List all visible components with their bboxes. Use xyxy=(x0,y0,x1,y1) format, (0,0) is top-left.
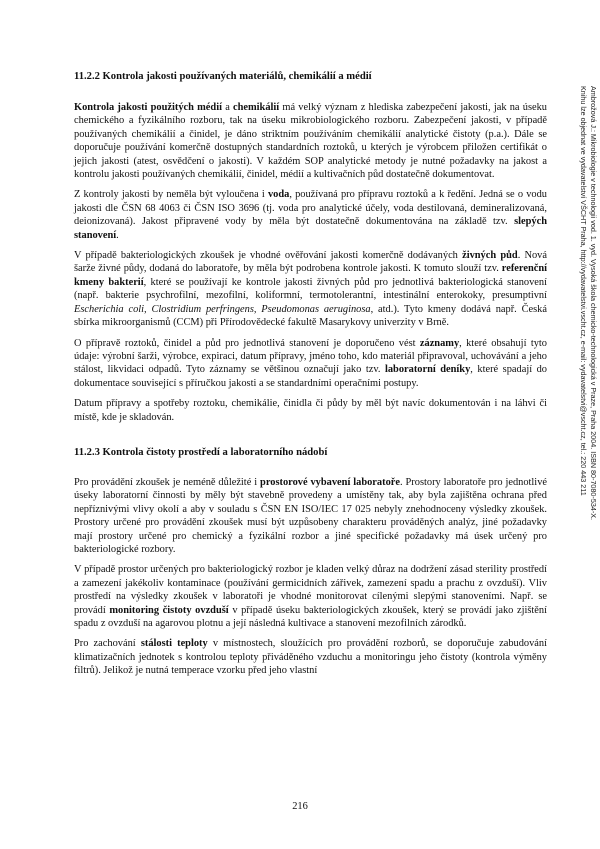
text-run: O přípravě roztoků, činidel a půd pro jednotlivá stanovení je doporučeno vést xyxy=(74,337,420,349)
bold-term: živných půd xyxy=(462,250,518,262)
bold-term: laboratorní deníky xyxy=(384,364,471,376)
citation-rotated-text xyxy=(579,86,598,631)
text-run: , které obsahují tyto údaje: výrobní šarži, výrobce, expiraci, datum přípravy, jméno toho, kdo materiál připravoval, uchovávání a jeho stálost, likvidaci odpadů. Tyto záznamy se většinou označují jako tzv. xyxy=(74,337,547,376)
text-run: . Prostory laboratoře pro jednotlivé úseky laboratorní činnosti by měly být stavebně provedeny a umístěny tak, aby byla zajištěna ochrana před nepříznivými vlivy okolí a aby v souladu s ČSN EN ISO/IEC 17 025 nebyly znehodnoceny výsledky zkoušek. Prostory určené pro provádění zkoušek musí být uzpůsobeny charakteru prováděných analýz, jiné požadavky mají prostory určené pro chemický a fyzikální rozbor a jiné specifické požadavky má úsek určený pro bakteriologické rozbory. xyxy=(74,476,548,555)
bold-term: Kontrola jakosti použitých médií xyxy=(74,102,222,113)
text-run: Pro zachování xyxy=(74,638,141,650)
paragraph xyxy=(74,637,547,677)
text-run: a xyxy=(221,102,234,113)
text-run: , které se používají ke kontrole jakosti živných půd pro jednotlivá bakteriologická stanovení (např. bakterie psychrofilní, mezofilní, koliformní, termotolerantní, intestinální enterokoky, presumptivní xyxy=(74,276,547,302)
paragraph: Datum přípravy a spotřeby roztoku, chemikálie, činidla či půdy by měl být navíc dokumentován i na láhvi či místě, kde je skladován. xyxy=(74,398,547,423)
text-run: , používaná pro přípravu roztoků a k ředění. Jedná se o vodu jakosti dle ČSN 68 4063 či ČSN ISO 3696 (tj. voda pro analytické účely, voda destilovaná, demineralizovaná, deionizovaná). Jakost připravené vody by měla být dostatečně dokumentována na základě tzv. xyxy=(74,189,547,228)
text-run: Pro provádění zkoušek je neméně důležité i xyxy=(74,476,261,488)
paragraph xyxy=(74,249,547,329)
bold-term: referenční kmeny bakterií xyxy=(74,263,547,288)
text-run: V případě bakteriologických zkoušek je vhodné ověřování jakosti komerčně dodávaných xyxy=(74,250,463,262)
main-content xyxy=(74,70,547,685)
bold-term: záznamy xyxy=(419,337,460,349)
bold-term: slepých stanovení xyxy=(74,216,547,241)
citation-line: Knihu lze objednat ve vydavatelství VŠCHT Praha, http://vydavatelstvi.vscht.cz, e-mail: vydavatelstvi@vscht.cz, tel.: 220 443 211 xyxy=(579,86,589,496)
paragraph xyxy=(74,188,547,242)
text-run: , které spadají do dokumentace související s příručkou jakosti a se standardními operačními postupy. xyxy=(74,364,547,389)
text-run: , atd.). Tyto kmeny dodává např. Česká sbírka mikroorganismů (CCM) při Přírodovědecké fakultě Masarykovy univerzity v Brně. xyxy=(74,303,547,329)
text-run: V případě prostor určených pro bakteriologický rozbor je kladen velký důraz na dodržení zásad sterility prostředí a zamezení jakékoliv kontaminace (používání germicidních zářivek, zamezení spadu a prachu z ovzduší). Vliv prostředí na výsledky zkoušek v laboratoři je vhodné monitorovat cílenými slepými stanoveními. Např. se provádí xyxy=(74,564,547,616)
text-run: Z kontroly jakosti by neměla být vyloučena i xyxy=(74,189,268,201)
text-run: v místnostech, sloužících pro provádění rozborů, se doporučuje zabudování klimatizačních jednotek s kontrolou teploty přiváděného vzduchu a monitoringu jeho čistoty (kontrola výměny filtrů). Jelikož je nutná temperace vzorku před jeho vlastní xyxy=(74,638,547,677)
text-run: . Nová šarže živné půdy, dodaná do laboratoře, by měla být podrobena kontrole jakosti. K tomuto slouží tzv. xyxy=(74,250,547,275)
citation-line: Ambrožová J.: Mikrobiologie v technologii vod. 1. vyd. Vysoká škola chemicko-technologická v Praze, Praha 2004. ISBN 80-7080-534-X. xyxy=(589,86,598,520)
text-run: v případě úseku bakteriologických zkoušek, který se provádí jako zjištění spadu z ovzduší na agarovou plotnu a její následná kultivace a stanovení mezofilních zárodků. xyxy=(74,604,547,629)
bold-term: monitoring čistoty ovzduší xyxy=(109,604,229,616)
bold-term: chemikálií xyxy=(233,102,280,113)
bold-term: prostorové vybavení laboratoře xyxy=(260,476,400,488)
paragraph xyxy=(74,563,547,630)
text-run: . xyxy=(116,229,119,241)
section-heading-materials: 11.2.2 Kontrola jakosti používaných materiálů, chemikálií a médií xyxy=(74,71,372,82)
paragraph xyxy=(74,476,547,556)
paragraph xyxy=(74,337,547,391)
section-heading-cleanliness: 11.2.3 Kontrola čistoty prostředí a laboratorního nádobí xyxy=(74,446,328,458)
paragraph xyxy=(74,101,547,181)
bold-term: voda xyxy=(267,189,290,201)
italic-species: Escherichia coli, Clostridium perfringens, Pseudomonas aeruginosa xyxy=(74,303,371,315)
text-run: má velký význam z hlediska zabezpečení jakosti, jak na úseku chemického a fyzikálního rozboru, tak na úseku mikrobiologického rozboru. Zabezpečení jakosti, v případě používaných chemikálií a činidel, je dáno striktním používáním chemikálií analytické čistoty (p.a.). Dále se doporučuje používání komerčně dostupných standardních roztoků, u kterých je výrobcem přiložen certifikát o jejich jakosti (atest, osvědčení o jakosti). V každém SOP analytické metody je nutné požadavky na jakost a kontrolu jakosti používaných chemikálií, činidel, médií a kultivačních půd dostatečně dokumentovat. xyxy=(74,102,547,181)
citation-sidebar xyxy=(568,86,600,631)
bold-term: stálosti teploty xyxy=(140,638,208,650)
page-number: 216 xyxy=(292,801,308,812)
